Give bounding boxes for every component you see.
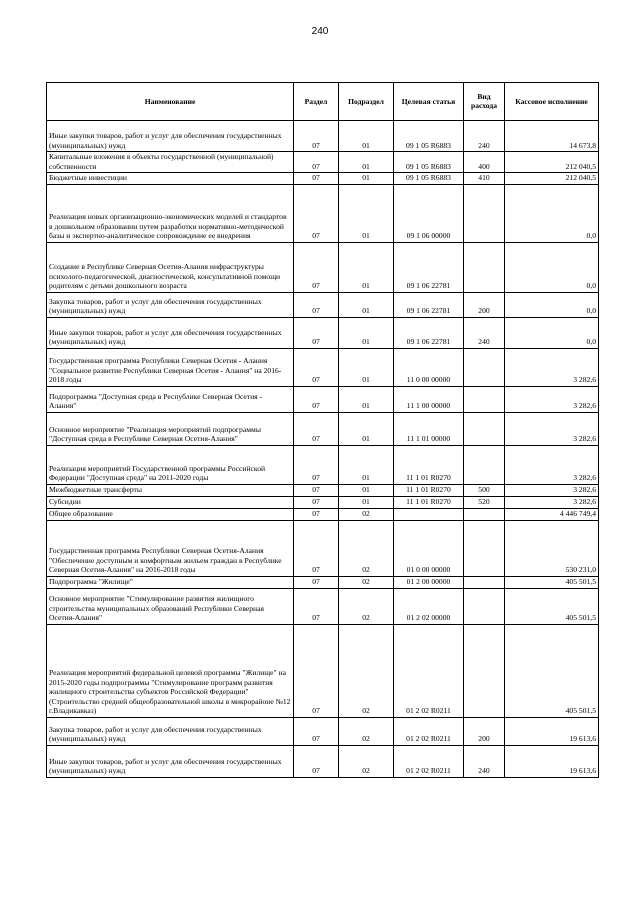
row-type: 500: [464, 484, 505, 496]
row-name: Общее образование: [47, 508, 294, 520]
row-type: 400: [464, 152, 505, 173]
row-amount: 3 282,6: [505, 412, 599, 445]
row-target: 09 1 06 22781: [394, 292, 464, 317]
row-subsection: 01: [339, 184, 394, 242]
row-subsection: 01: [339, 386, 394, 412]
row-amount: 0,0: [505, 184, 599, 242]
row-target: 01 2 02 R0211: [394, 624, 464, 717]
row-name: Капитальные вложения в объекты государственной (муниципальной) собственности: [47, 152, 294, 173]
row-name: Межбюджетные трансферты: [47, 484, 294, 496]
row-subsection: 01: [339, 242, 394, 292]
row-subsection: 02: [339, 717, 394, 745]
table-row: [47, 445, 599, 484]
row-subsection: 01: [339, 152, 394, 173]
row-section: 07: [294, 292, 339, 317]
row-target: 11 1 01 00000: [394, 412, 464, 445]
row-name: Подпрограмма "Жилище": [47, 576, 294, 588]
row-target: [394, 508, 464, 520]
row-target: 11 1 01 R0270: [394, 484, 464, 496]
row-subsection: 01: [339, 348, 394, 386]
row-target: 01 2 02 R0211: [394, 717, 464, 745]
row-type: [464, 624, 505, 717]
row-subsection: 01: [339, 292, 394, 317]
row-section: 07: [294, 348, 339, 386]
row-type: [464, 588, 505, 624]
row-type: [464, 184, 505, 242]
table-row: [47, 745, 599, 777]
row-target: 09 1 06 22781: [394, 317, 464, 348]
row-section: 07: [294, 508, 339, 520]
row-type: [464, 412, 505, 445]
table-row: [47, 121, 599, 152]
row-section: 07: [294, 745, 339, 777]
row-name: Государственная программа Республики Северная Осетия-Алания "Обеспечение доступным и комфортным жильем граждан в Республике Северная Осетия-Алания" на 2016-2018 годы: [47, 520, 294, 576]
table-row: [47, 576, 599, 588]
row-name: Реализация новых организационно-экономических моделей и стандартов в дошкольном образовании путем разработки нормативно-методической базы и экспертно-аналитическое сопровождение ее внедрения: [47, 184, 294, 242]
row-section: 07: [294, 484, 339, 496]
table-row: [47, 496, 599, 508]
row-type: 240: [464, 121, 505, 152]
row-amount: 3 282,6: [505, 386, 599, 412]
row-target: 09 1 06 22781: [394, 242, 464, 292]
table-row: [47, 386, 599, 412]
row-type: [464, 445, 505, 484]
table-row: [47, 412, 599, 445]
row-section: 07: [294, 496, 339, 508]
row-target: 01 2 02 00000: [394, 588, 464, 624]
header-amount: Кассовое исполнение: [505, 83, 599, 121]
row-amount: 0,0: [505, 292, 599, 317]
row-subsection: 01: [339, 445, 394, 484]
row-target: 01 2 00 00000: [394, 576, 464, 588]
row-type: 410: [464, 173, 505, 185]
row-name: Закупка товаров, работ и услуг для обеспечения государственных (муниципальных) нужд: [47, 717, 294, 745]
row-subsection: 02: [339, 588, 394, 624]
row-subsection: 01: [339, 121, 394, 152]
row-name: Подпрограмма "Доступная среда в Республике Северная Осетия - Алания": [47, 386, 294, 412]
table-header-row: [47, 83, 599, 121]
row-type: [464, 348, 505, 386]
row-section: 07: [294, 412, 339, 445]
page-number: 240: [311, 26, 329, 37]
row-type: 200: [464, 717, 505, 745]
row-type: 240: [464, 745, 505, 777]
row-subsection: 01: [339, 317, 394, 348]
row-section: 07: [294, 173, 339, 185]
row-section: 07: [294, 152, 339, 173]
header-section: Раздел: [294, 83, 339, 121]
table-body: [47, 121, 599, 778]
row-type: [464, 508, 505, 520]
row-target: 09 1 05 R6883: [394, 173, 464, 185]
row-name: Создание в Республике Северная Осетия-Алания инфраструктуры психолого-педагогической, диагностической, консультативной помощи родителям с детьми дошкольного возраста: [47, 242, 294, 292]
row-target: 09 1 05 R6883: [394, 152, 464, 173]
table-row: [47, 624, 599, 717]
row-subsection: 02: [339, 508, 394, 520]
row-amount: 4 446 749,4: [505, 508, 599, 520]
row-type: 520: [464, 496, 505, 508]
table-row: [47, 292, 599, 317]
row-amount: 3 282,6: [505, 484, 599, 496]
row-name: Иные закупки товаров, работ и услуг для обеспечения государственных (муниципальных) нужд: [47, 121, 294, 152]
row-amount: 3 282,6: [505, 496, 599, 508]
row-name: Реализация мероприятий Государственной программы Российской Федерации "Доступная среда" на 2011-2020 годы: [47, 445, 294, 484]
row-name: Субсидии: [47, 496, 294, 508]
row-amount: 3 282,6: [505, 348, 599, 386]
row-section: 07: [294, 317, 339, 348]
row-amount: 19 613,6: [505, 717, 599, 745]
table-row: [47, 184, 599, 242]
row-section: 07: [294, 184, 339, 242]
row-subsection: 01: [339, 484, 394, 496]
row-target: 01 2 02 R0211: [394, 745, 464, 777]
row-target: 09 1 05 R6883: [394, 121, 464, 152]
table-row: [47, 520, 599, 576]
row-section: 07: [294, 520, 339, 576]
row-subsection: 01: [339, 412, 394, 445]
row-section: 07: [294, 588, 339, 624]
row-type: 200: [464, 292, 505, 317]
row-amount: 405 501,5: [505, 588, 599, 624]
row-amount: 3 282,6: [505, 445, 599, 484]
row-name: Государственная программа Республики Северная Осетия - Алания "Социальное развитие Республики Северная Осетия - Алания" на 2016-2018 годы: [47, 348, 294, 386]
row-amount: 14 673,8: [505, 121, 599, 152]
table-row: [47, 508, 599, 520]
row-target: 09 1 06 00000: [394, 184, 464, 242]
row-subsection: 02: [339, 520, 394, 576]
table-row: [47, 348, 599, 386]
header-target: Целевая статья: [394, 83, 464, 121]
row-section: 07: [294, 242, 339, 292]
row-target: 11 1 01 R0270: [394, 445, 464, 484]
row-type: 240: [464, 317, 505, 348]
row-type: [464, 386, 505, 412]
row-name: Иные закупки товаров, работ и услуг для обеспечения государственных (муниципальных) нужд: [47, 745, 294, 777]
row-name: Реализация мероприятий федеральной целевой программы "Жилище" на 2015-2020 годы подпрограммы "Стимулирование программ развития жилищного строительства субъектов Российской Федерации" (Строительство средней общеобразовательной школы в микрорайоне №12 г.Владикавказ): [47, 624, 294, 717]
row-amount: 212 040,5: [505, 152, 599, 173]
table-row: [47, 242, 599, 292]
row-subsection: 01: [339, 496, 394, 508]
table-row: [47, 173, 599, 185]
row-target: 11 1 00 00000: [394, 386, 464, 412]
row-subsection: 01: [339, 173, 394, 185]
row-amount: 0,0: [505, 242, 599, 292]
row-section: 07: [294, 624, 339, 717]
header-type: Вид расхода: [464, 83, 505, 121]
row-target: 01 0 00 00000: [394, 520, 464, 576]
row-subsection: 02: [339, 624, 394, 717]
header-name: Наименование: [47, 83, 294, 121]
row-amount: 0,0: [505, 317, 599, 348]
row-type: [464, 242, 505, 292]
row-subsection: 02: [339, 745, 394, 777]
table-row: [47, 317, 599, 348]
row-amount: 405 501,5: [505, 624, 599, 717]
row-section: 07: [294, 386, 339, 412]
row-target: 11 0 00 00000: [394, 348, 464, 386]
row-subsection: 02: [339, 576, 394, 588]
row-name: Закупка товаров, работ и услуг для обеспечения государственных (муниципальных) нужд: [47, 292, 294, 317]
row-target: 11 1 01 R0270: [394, 496, 464, 508]
row-amount: 405 501,5: [505, 576, 599, 588]
row-name: Основное мероприятие "Стимулирование развития жилищного строительства муниципальных образований Республики Северная Осетия-Алания": [47, 588, 294, 624]
row-name: Иные закупки товаров, работ и услуг для обеспечения государственных (муниципальных) нужд: [47, 317, 294, 348]
row-type: [464, 520, 505, 576]
row-name: Основное мероприятие "Реализация мероприятий подпрограммы "Доступная среда в Республике Северная Осетия-Алания": [47, 412, 294, 445]
table-row: [47, 152, 599, 173]
row-name: Бюджетные инвестиции: [47, 173, 294, 185]
row-section: 07: [294, 121, 339, 152]
row-section: 07: [294, 576, 339, 588]
row-amount: 530 231,0: [505, 520, 599, 576]
table-row: [47, 717, 599, 745]
row-amount: 19 613,6: [505, 745, 599, 777]
row-section: 07: [294, 717, 339, 745]
row-section: 07: [294, 445, 339, 484]
budget-table: [46, 82, 599, 778]
table-row: [47, 484, 599, 496]
header-subsection: Подраздел: [339, 83, 394, 121]
table-row: [47, 588, 599, 624]
row-amount: 212 040,5: [505, 173, 599, 185]
row-type: [464, 576, 505, 588]
